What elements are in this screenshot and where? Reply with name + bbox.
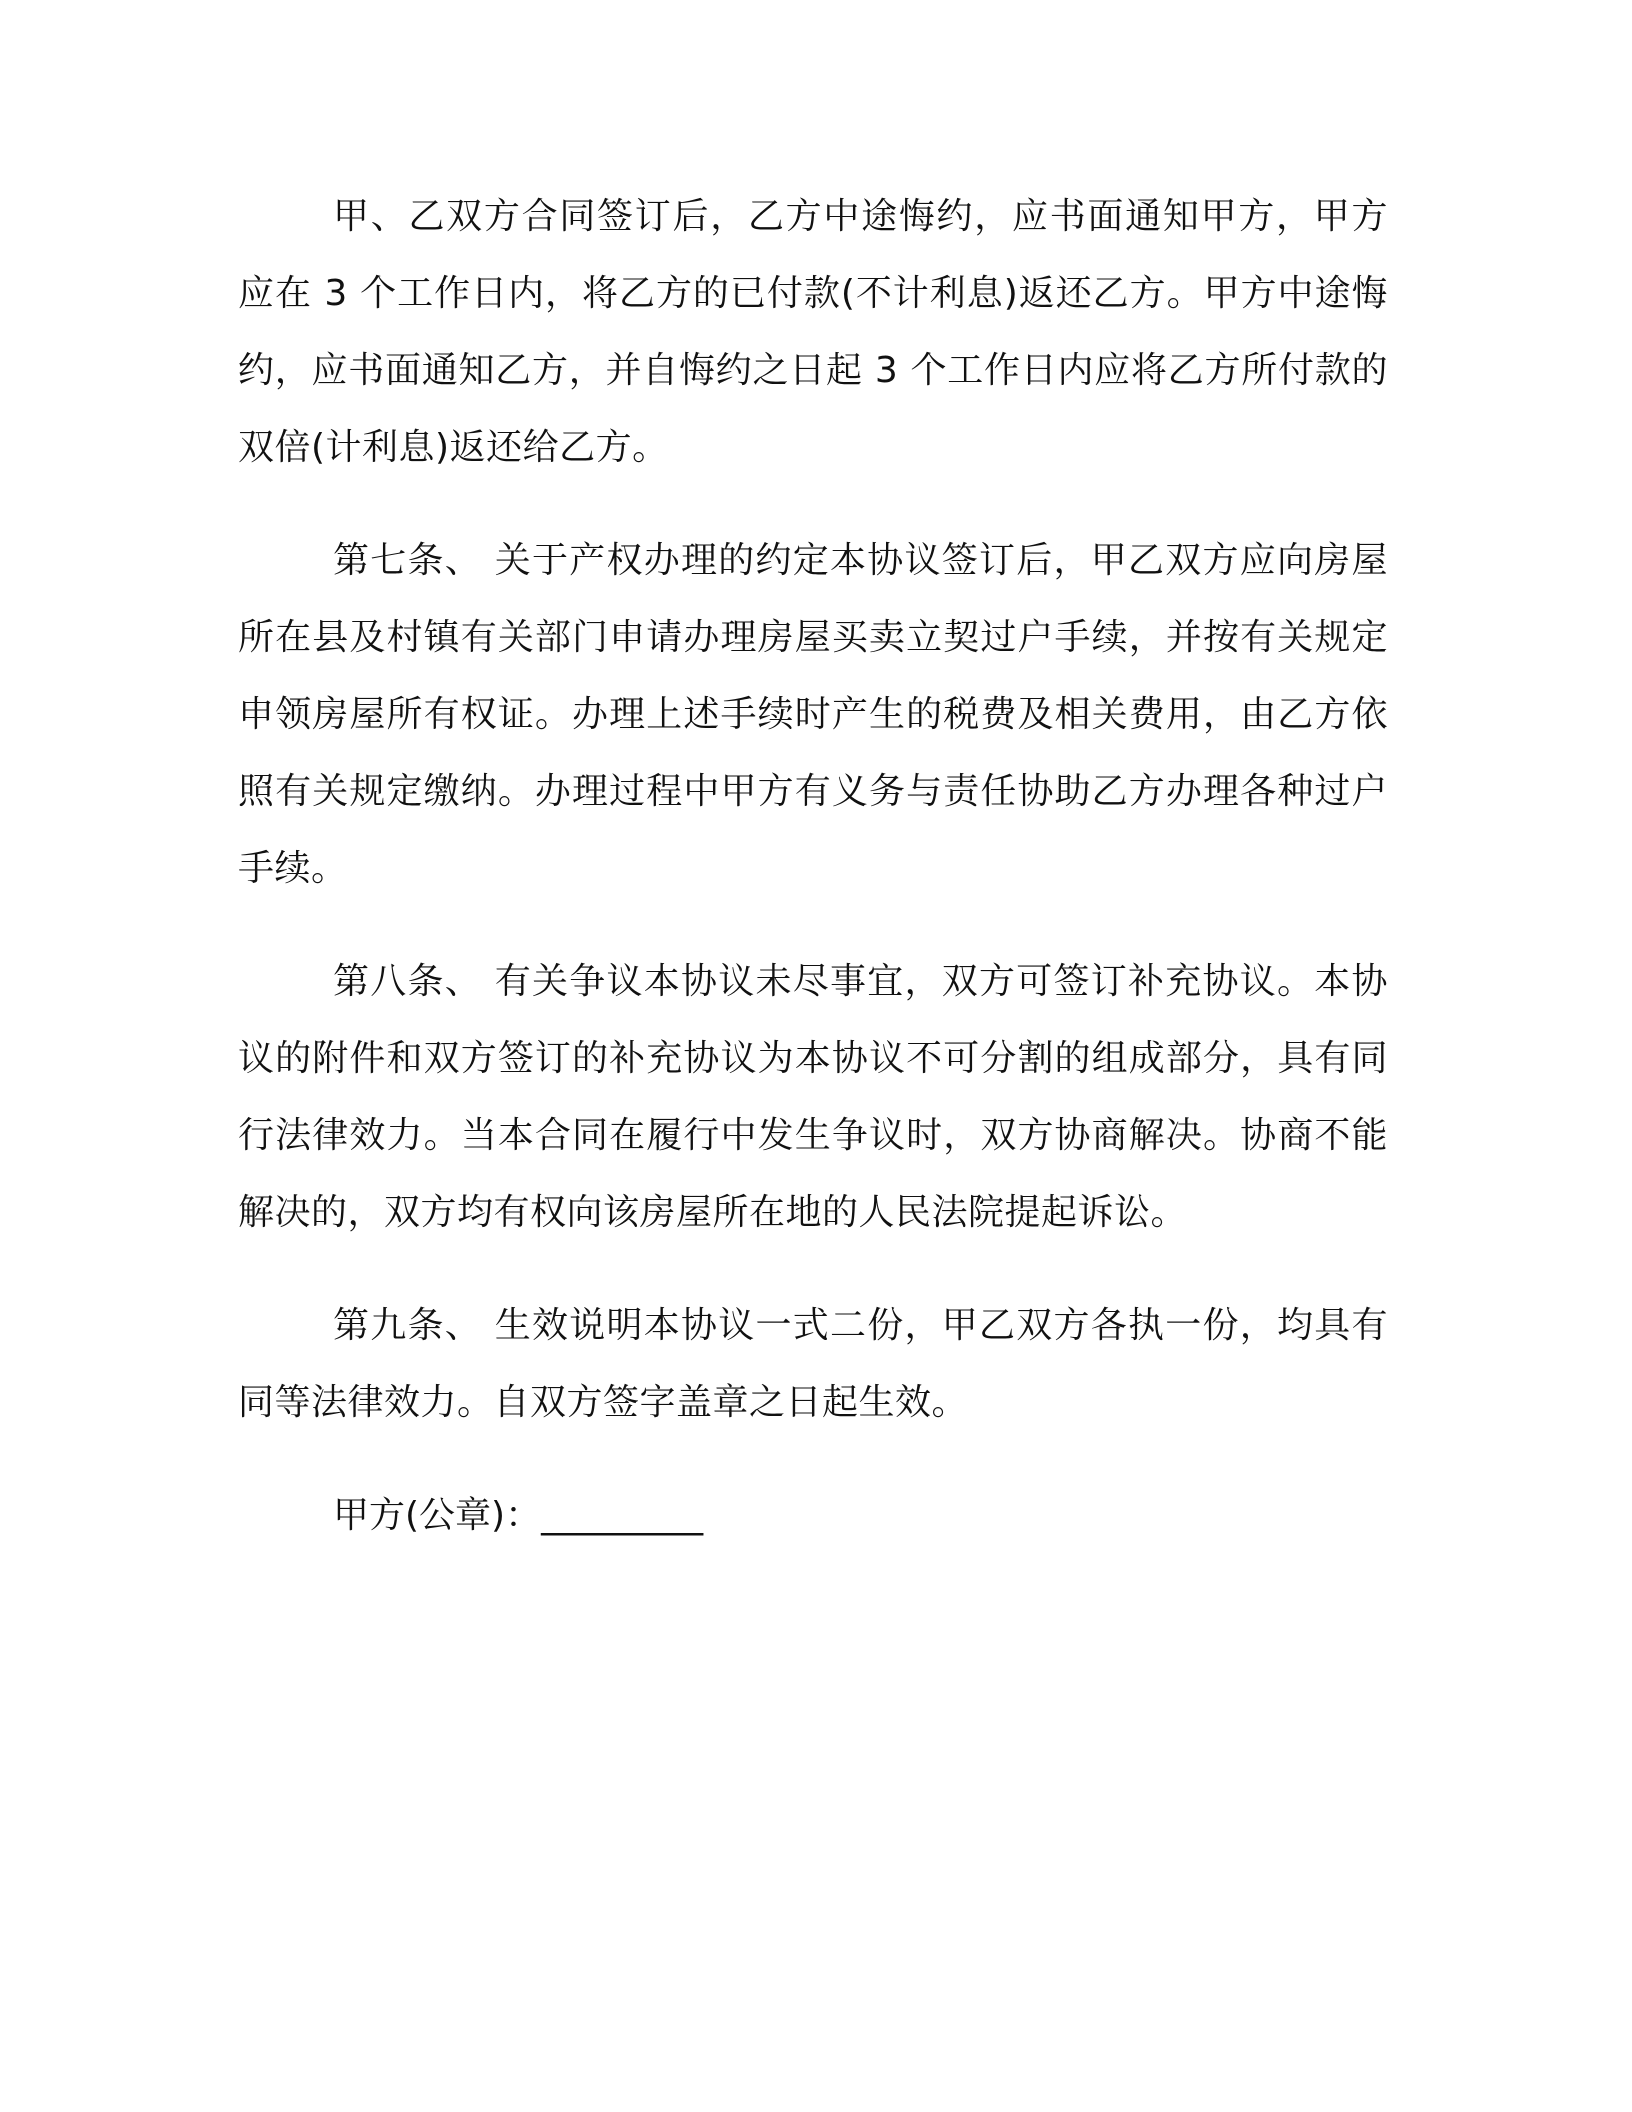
party-a-signature-label: 甲方(公章)： <box>333 1495 542 1536</box>
party-a-signature-line <box>238 1477 1388 1554</box>
paragraph-breach-terms: 甲、乙双方合同签订后，乙方中途悔约，应书面通知甲方，甲方应在 3 个工作日内，将乙方的已付款(不计利息)返还乙方。甲方中途悔约，应书面通知乙方，并自悔约之日起 3 个工作日内应将乙方所付款的双倍(计利息)返还给乙方。 <box>238 196 1388 468</box>
paragraph-article-8: 第八条、 有关争议本协议未尽事宜，双方可签订补充协议。本协议的附件和双方签订的补充协议为本协议不可分割的组成部分，具有同行法律效力。当本合同在履行中发生争议时，双方协商解决。协商不能解决的，双方均有权向该房屋所在地的人民法院提起诉讼。 <box>238 961 1388 1233</box>
paragraph-article-9: 第九条、 生效说明本协议一式二份，甲乙双方各执一份，均具有同等法律效力。自双方签字盖章之日起生效。 <box>238 1305 1388 1423</box>
document-body <box>238 178 1388 1554</box>
party-a-signature-blank: _________ <box>541 1495 704 1536</box>
paragraph-article-7: 第七条、 关于产权办理的约定本协议签订后，甲乙双方应向房屋所在县及村镇有关部门申请办理房屋买卖立契过户手续，并按有关规定申领房屋所有权证。办理上述手续时产生的税费及相关费用，由乙方依照有关规定缴纳。办理过程中甲方有义务与责任协助乙方办理各种过户手续。 <box>238 540 1388 889</box>
